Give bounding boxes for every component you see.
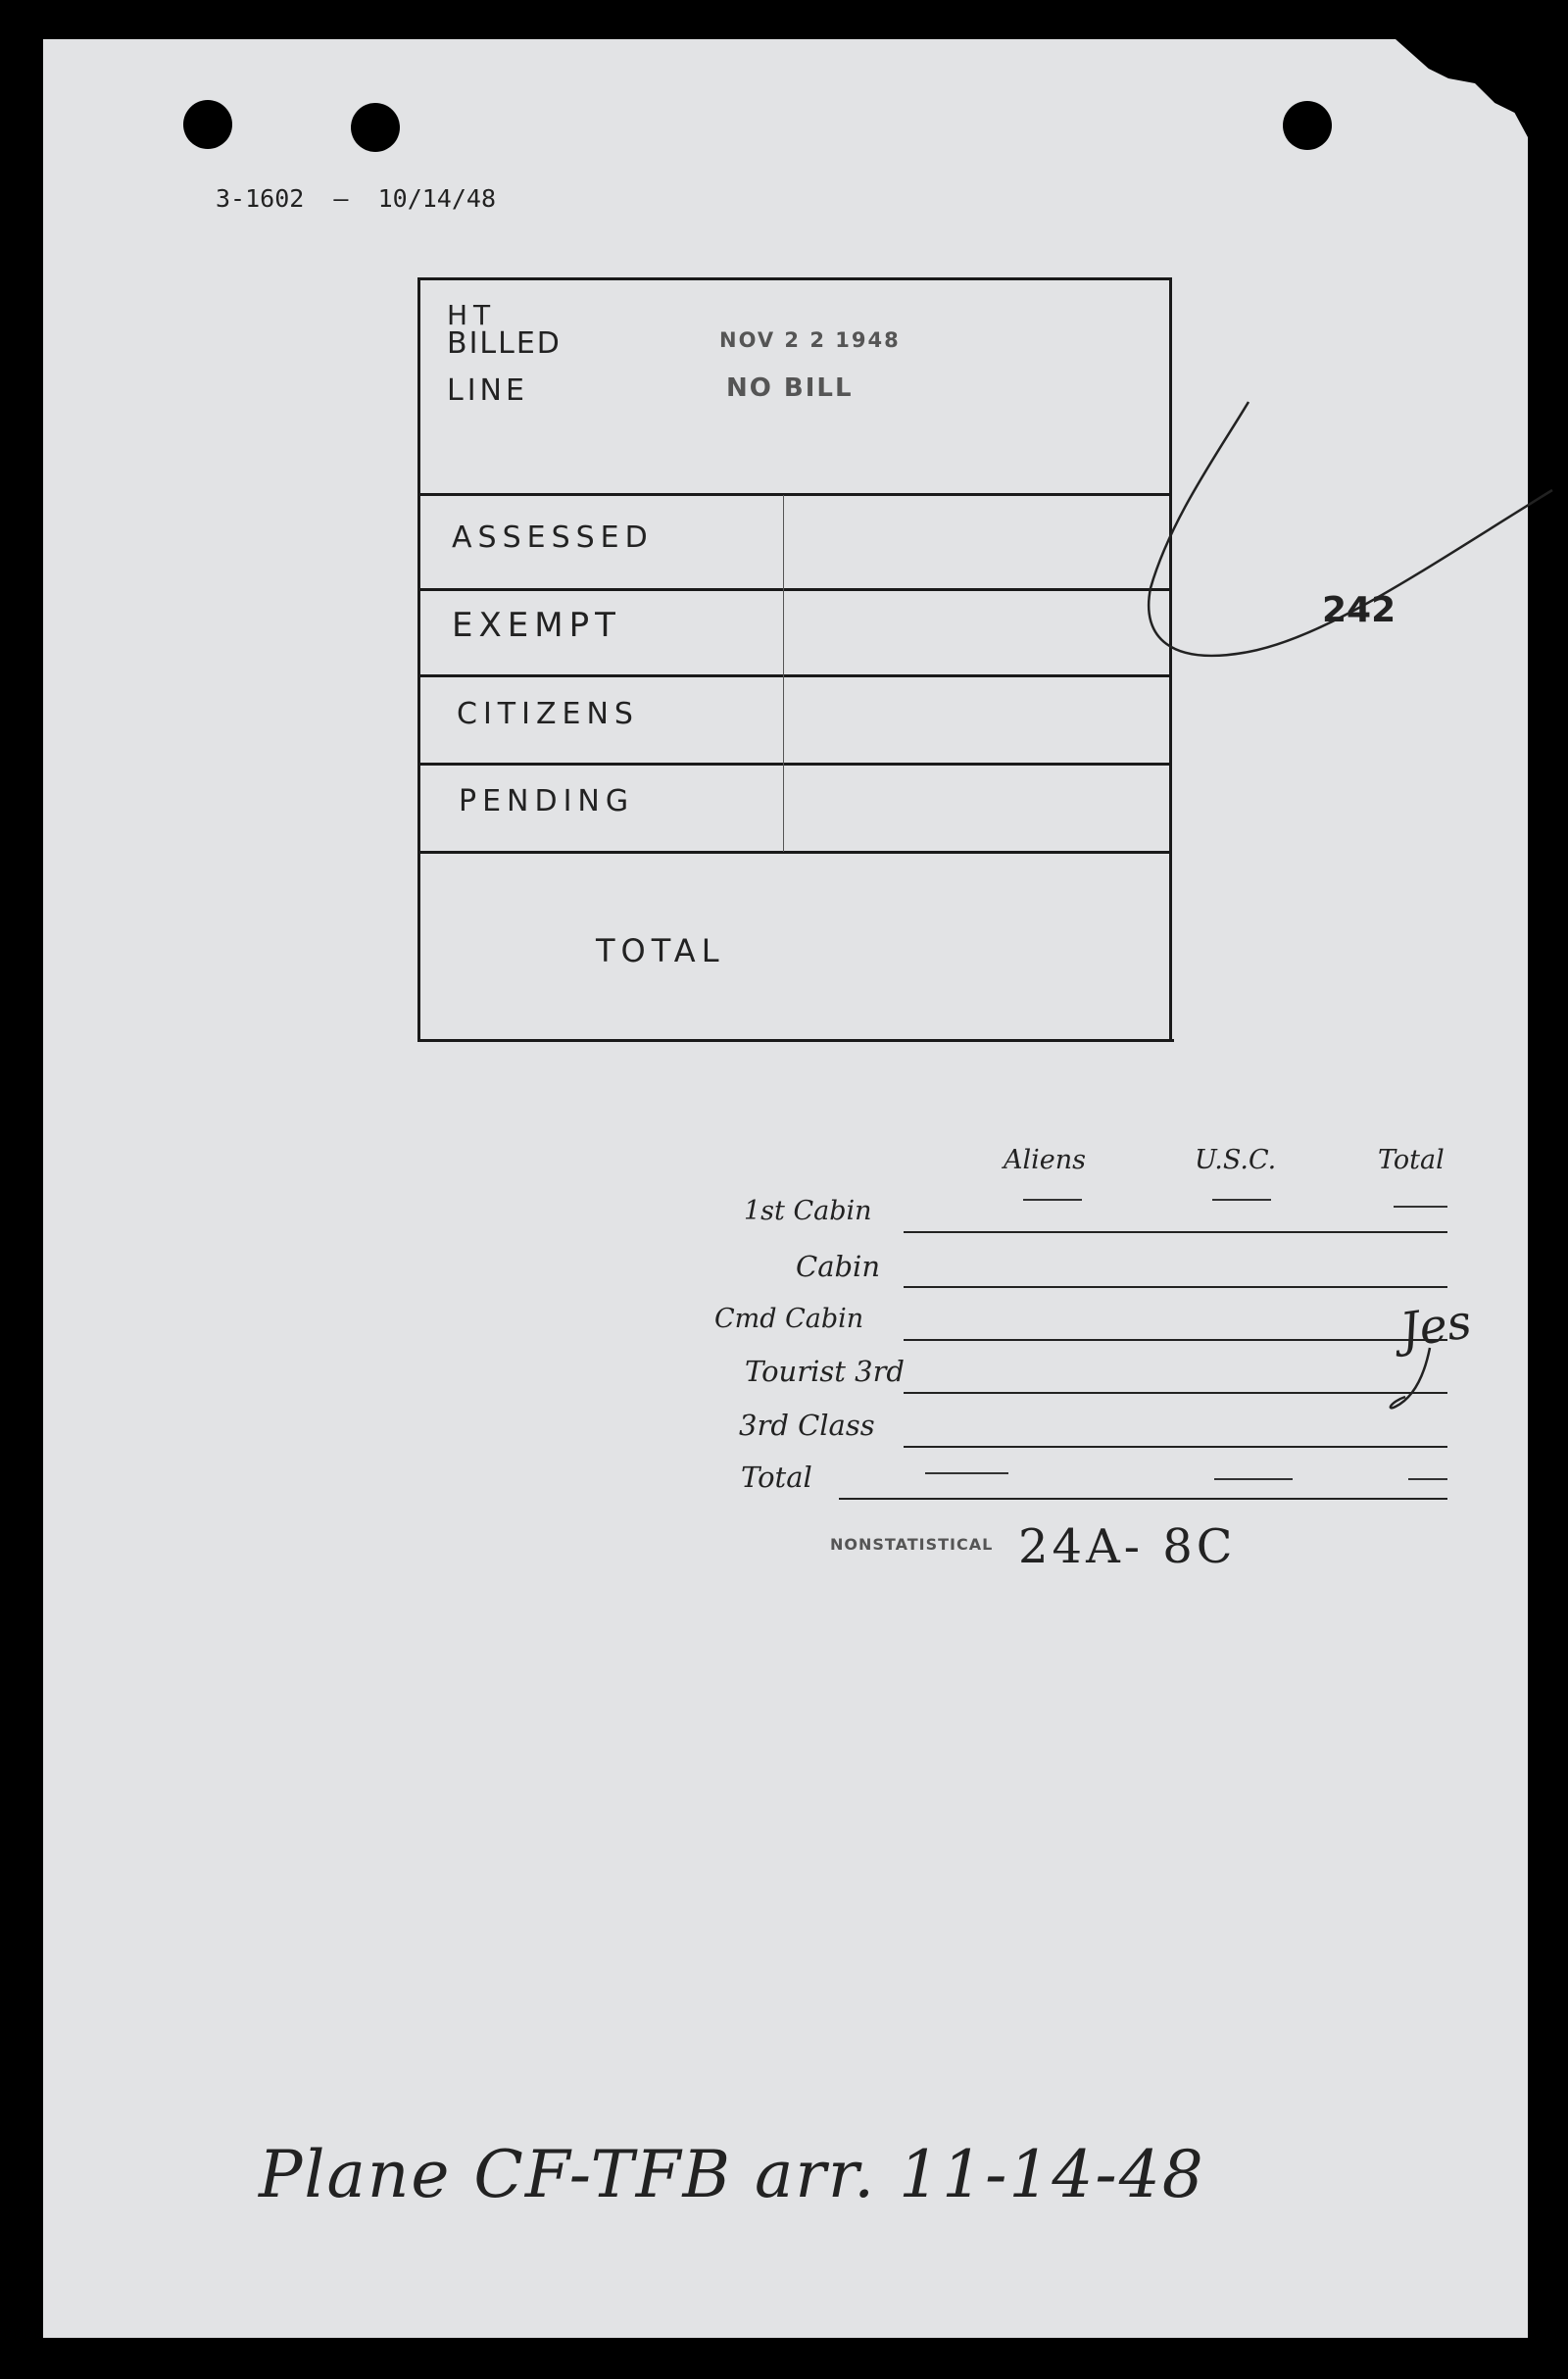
side-number: 242 xyxy=(1322,590,1396,630)
table-row-rule xyxy=(839,1498,1447,1500)
punch-hole-left xyxy=(183,100,232,149)
check-mark-scribble xyxy=(1092,353,1562,686)
header-line-billed: BILLED xyxy=(447,326,562,361)
row-pending: PENDING xyxy=(459,784,635,818)
col-header-aliens: Aliens xyxy=(1004,1145,1086,1175)
table-row-label: 3rd Class xyxy=(739,1409,875,1442)
punch-hole-middle xyxy=(351,103,400,152)
table-row-rule xyxy=(904,1392,1447,1394)
table-row-label: Cmd Cabin xyxy=(714,1304,864,1334)
col-header-total: Total xyxy=(1378,1145,1445,1175)
total-dash-usc xyxy=(1214,1478,1293,1480)
table-row-label: Total xyxy=(741,1461,812,1494)
row-assessed: ASSESSED xyxy=(452,520,654,555)
initials: Jes xyxy=(1396,1294,1475,1359)
torn-corner xyxy=(1396,39,1528,137)
footer-note: Plane CF-TFB arr. 11-14-48 xyxy=(259,2137,1205,2212)
form-code: 3-1602 xyxy=(216,184,305,213)
table-row-label: 1st Cabin xyxy=(744,1196,872,1226)
table-row-rule xyxy=(904,1286,1447,1288)
stamp-no-bill: NO BILL xyxy=(726,373,854,403)
nonstatistical-code: 24A- 8C xyxy=(1018,1519,1237,1574)
table-row-rule xyxy=(904,1339,1447,1341)
total-dash-aliens xyxy=(925,1472,1008,1474)
header-line-ht: HT xyxy=(447,299,497,331)
initials-stroke xyxy=(1386,1343,1464,1421)
table-row-label: Cabin xyxy=(796,1250,880,1283)
punch-hole-right xyxy=(1283,101,1332,150)
form-date: 10/14/48 xyxy=(377,184,497,213)
row-total: TOTAL xyxy=(596,932,725,969)
table-row-rule xyxy=(904,1446,1447,1448)
status-box xyxy=(417,277,1172,1042)
form-dash: — xyxy=(318,184,364,213)
total-dash-total xyxy=(1408,1478,1447,1480)
document-page xyxy=(43,39,1528,2338)
row-exempt: EXEMPT xyxy=(452,606,621,645)
form-header xyxy=(216,184,496,213)
stamp-date: NOV 2 2 1948 xyxy=(719,328,901,352)
row-citizens: CITIZENS xyxy=(457,697,639,731)
nonstatistical-stamp: NONSTATISTICAL xyxy=(830,1535,994,1554)
header-line-line: LINE xyxy=(447,373,528,408)
table-row-label: Tourist 3rd xyxy=(745,1355,905,1388)
table-row-rule xyxy=(904,1231,1447,1233)
header-dash-aliens xyxy=(1023,1199,1082,1201)
header-dash-total xyxy=(1394,1206,1447,1208)
header-dash-usc xyxy=(1212,1199,1271,1201)
col-header-usc: U.S.C. xyxy=(1195,1145,1277,1175)
